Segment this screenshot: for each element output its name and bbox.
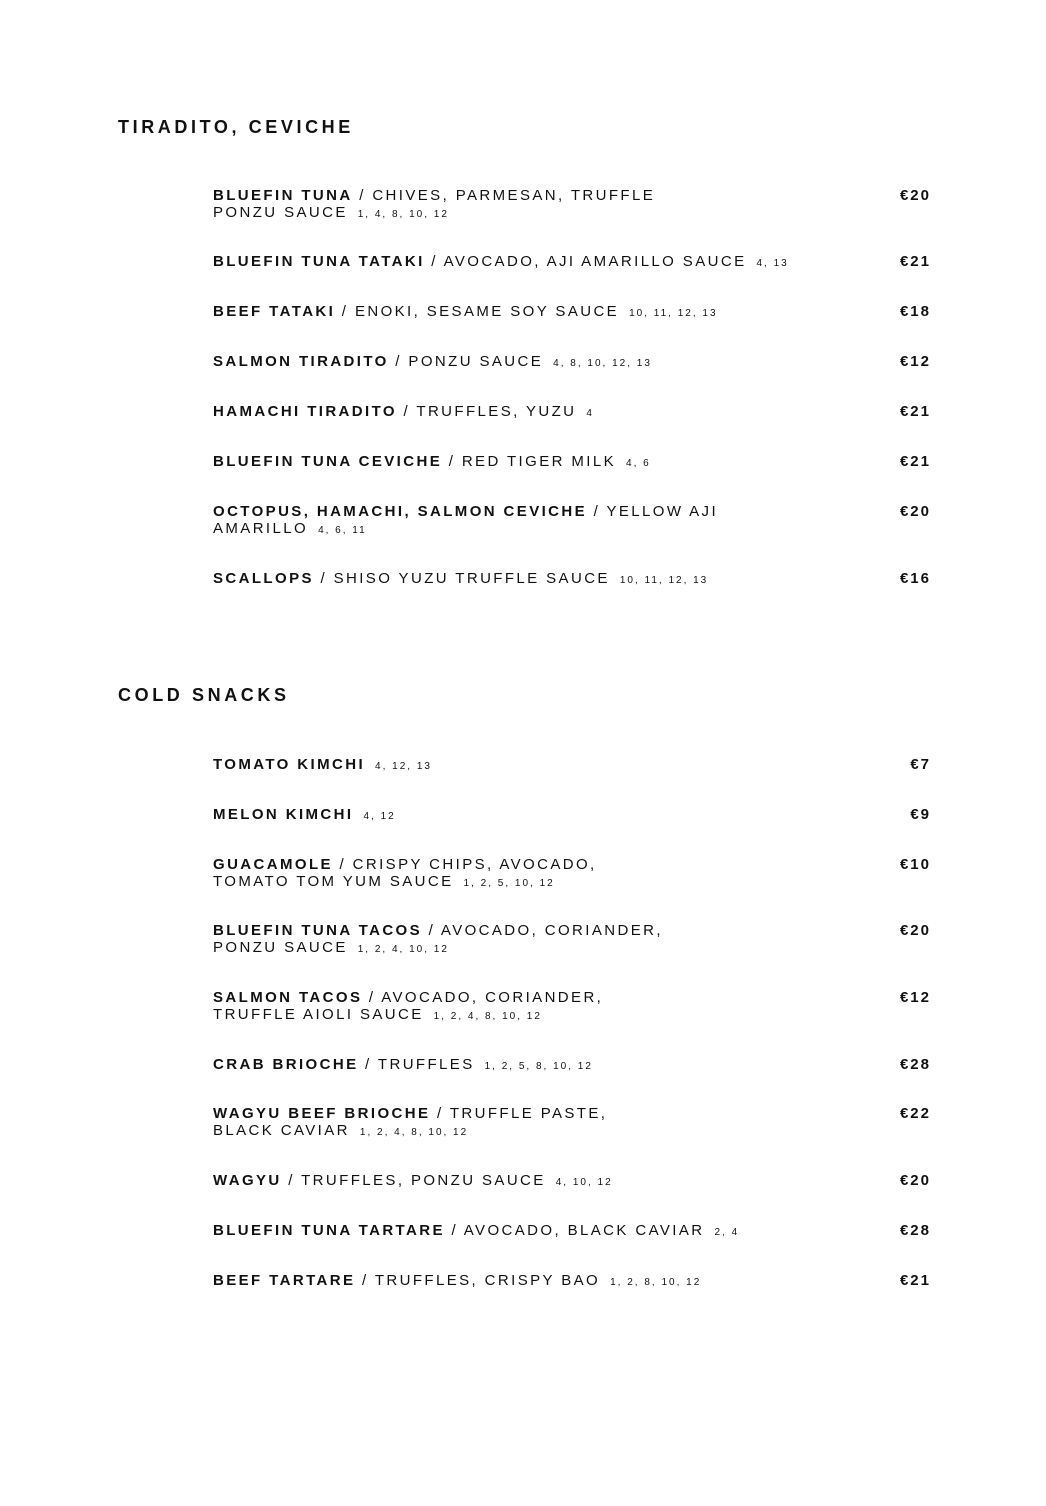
item-allergens: 4, 12 — [363, 811, 396, 822]
item-price: €7 — [910, 756, 931, 773]
item-description: AVOCADO, AJI AMARILLO SAUCE — [443, 253, 747, 270]
item-allergens: 4, 6, 11 — [318, 525, 367, 536]
item-price: €20 — [899, 922, 931, 939]
item-description: YELLOW AJI AMARILLO — [213, 503, 719, 537]
item-name: BLUEFIN TUNA — [213, 187, 353, 204]
item-separator: / — [352, 187, 373, 204]
item-price: €21 — [899, 1272, 931, 1289]
menu-item — [213, 922, 931, 962]
item-description: CRISPY CHIPS, AVOCADO, TOMATO TOM YUM SAUCE — [213, 856, 597, 890]
item-price: €18 — [899, 303, 931, 320]
item-description: CHIVES, PARMESAN, TRUFFLE PONZU SAUCE — [213, 187, 656, 221]
item-name: SALMON TIRADITO — [213, 353, 389, 370]
item-description: PONZU SAUCE — [408, 353, 544, 370]
item-allergens: 1, 2, 4, 8, 10, 12 — [433, 1011, 542, 1022]
item-price: €16 — [899, 570, 931, 587]
item-separator: / — [388, 353, 409, 370]
menu-item — [213, 1172, 931, 1212]
item-description: AVOCADO, BLACK CAVIAR — [463, 1222, 705, 1239]
item-price: €9 — [910, 806, 931, 823]
item-price: €20 — [899, 187, 931, 204]
item-separator: / — [335, 303, 355, 320]
item-separator: / — [396, 403, 417, 420]
item-allergens: 10, 11, 12, 13 — [629, 308, 718, 319]
item-name: WAGYU BEEF BRIOCHE — [213, 1105, 431, 1122]
item-allergens: 1, 2, 8, 10, 12 — [610, 1277, 702, 1288]
item-allergens: 1, 2, 4, 10, 12 — [357, 944, 449, 955]
item-separator: / — [587, 503, 607, 520]
item-price: €10 — [899, 856, 931, 873]
menu-item — [213, 1105, 931, 1145]
item-separator: / — [281, 1172, 302, 1189]
item-name: SCALLOPS — [213, 570, 314, 587]
menu-item — [213, 303, 931, 343]
item-price: €21 — [899, 453, 931, 470]
item-allergens: 4 — [586, 408, 594, 419]
item-price: €28 — [899, 1222, 931, 1239]
item-description: RED TIGER MILK — [461, 453, 617, 470]
menu-item — [213, 453, 931, 493]
menu-item — [213, 856, 931, 896]
item-price: €20 — [899, 1172, 931, 1189]
item-allergens: 1, 2, 5, 10, 12 — [463, 878, 555, 889]
item-description: ENOKI, SESAME SOY SAUCE — [354, 303, 620, 320]
menu-item — [213, 1056, 931, 1096]
item-price: €21 — [899, 253, 931, 270]
item-name: BLUEFIN TUNA TACOS — [213, 922, 423, 939]
item-allergens: 4, 10, 12 — [555, 1177, 613, 1188]
menu-item — [213, 989, 931, 1029]
menu-item — [213, 503, 931, 543]
menu-item — [213, 253, 931, 293]
item-separator: / — [355, 1272, 375, 1289]
item-separator: / — [422, 922, 441, 939]
item-description: AVOCADO, CORIANDER, PONZU SAUCE — [213, 922, 663, 956]
menu-item — [213, 806, 931, 846]
item-allergens: 10, 11, 12, 13 — [619, 575, 709, 586]
item-name: TOMATO KIMCHI — [213, 756, 366, 773]
item-name: BLUEFIN TUNA TARTARE — [213, 1222, 445, 1239]
item-description: TRUFFLES, YUZU — [416, 403, 577, 420]
section-title-cold-snacks: COLD SNACKS — [118, 685, 290, 705]
item-separator: / — [442, 453, 462, 470]
item-name: CRAB BRIOCHE — [213, 1056, 359, 1073]
item-price: €12 — [899, 989, 931, 1006]
item-name: GUACAMOLE — [213, 856, 333, 873]
item-name: BEEF TARTARE — [213, 1272, 356, 1289]
item-price: €21 — [899, 403, 931, 420]
item-allergens: 2, 4 — [714, 1227, 740, 1238]
item-price: €12 — [899, 353, 931, 370]
item-price: €28 — [899, 1056, 931, 1073]
item-allergens: 1, 4, 8, 10, 12 — [357, 209, 449, 220]
section-title-tiradito-ceviche: TIRADITO, CEVICHE — [118, 117, 354, 137]
item-name: HAMACHI TIRADITO — [213, 403, 397, 420]
item-name: BLUEFIN TUNA TATAKI — [213, 253, 425, 270]
item-name: SALMON TACOS — [213, 989, 363, 1006]
item-description: TRUFFLES, CRISPY BAO — [374, 1272, 601, 1289]
item-name: BEEF TATAKI — [213, 303, 336, 320]
menu-item — [213, 1272, 931, 1312]
menu-item — [213, 353, 931, 393]
menu-item — [213, 756, 931, 796]
item-description: SHISO YUZU TRUFFLE SAUCE — [333, 570, 610, 587]
item-separator: / — [332, 856, 353, 873]
item-price: €20 — [899, 503, 931, 520]
item-allergens: 4, 6 — [626, 458, 651, 469]
item-description: TRUFFLES — [377, 1056, 475, 1073]
menu-item — [213, 187, 931, 227]
item-separator: / — [424, 253, 444, 270]
item-separator: / — [430, 1105, 450, 1122]
item-separator: / — [313, 570, 334, 587]
item-name: WAGYU — [213, 1172, 282, 1189]
item-description: TRUFFLES, PONZU SAUCE — [301, 1172, 546, 1189]
item-description: TRUFFLE PASTE, BLACK CAVIAR — [213, 1105, 608, 1139]
item-name: MELON KIMCHI — [213, 806, 354, 823]
menu-item — [213, 403, 931, 443]
item-allergens: 4, 13 — [756, 258, 789, 269]
item-separator: / — [444, 1222, 464, 1239]
item-description: AVOCADO, CORIANDER, TRUFFLE AIOLI SAUCE — [213, 989, 604, 1023]
item-allergens: 1, 2, 4, 8, 10, 12 — [359, 1127, 469, 1138]
menu-item — [213, 1222, 931, 1262]
item-price: €22 — [899, 1105, 931, 1122]
menu-item — [213, 570, 931, 610]
item-name: OCTOPUS, HAMACHI, SALMON CEVICHE — [213, 503, 588, 520]
item-separator: / — [362, 989, 382, 1006]
item-allergens: 4, 8, 10, 12, 13 — [553, 358, 652, 369]
item-allergens: 1, 2, 5, 8, 10, 12 — [484, 1061, 593, 1072]
item-allergens: 4, 12, 13 — [375, 761, 432, 772]
item-separator: / — [358, 1056, 378, 1073]
item-name: BLUEFIN TUNA CEVICHE — [213, 453, 443, 470]
